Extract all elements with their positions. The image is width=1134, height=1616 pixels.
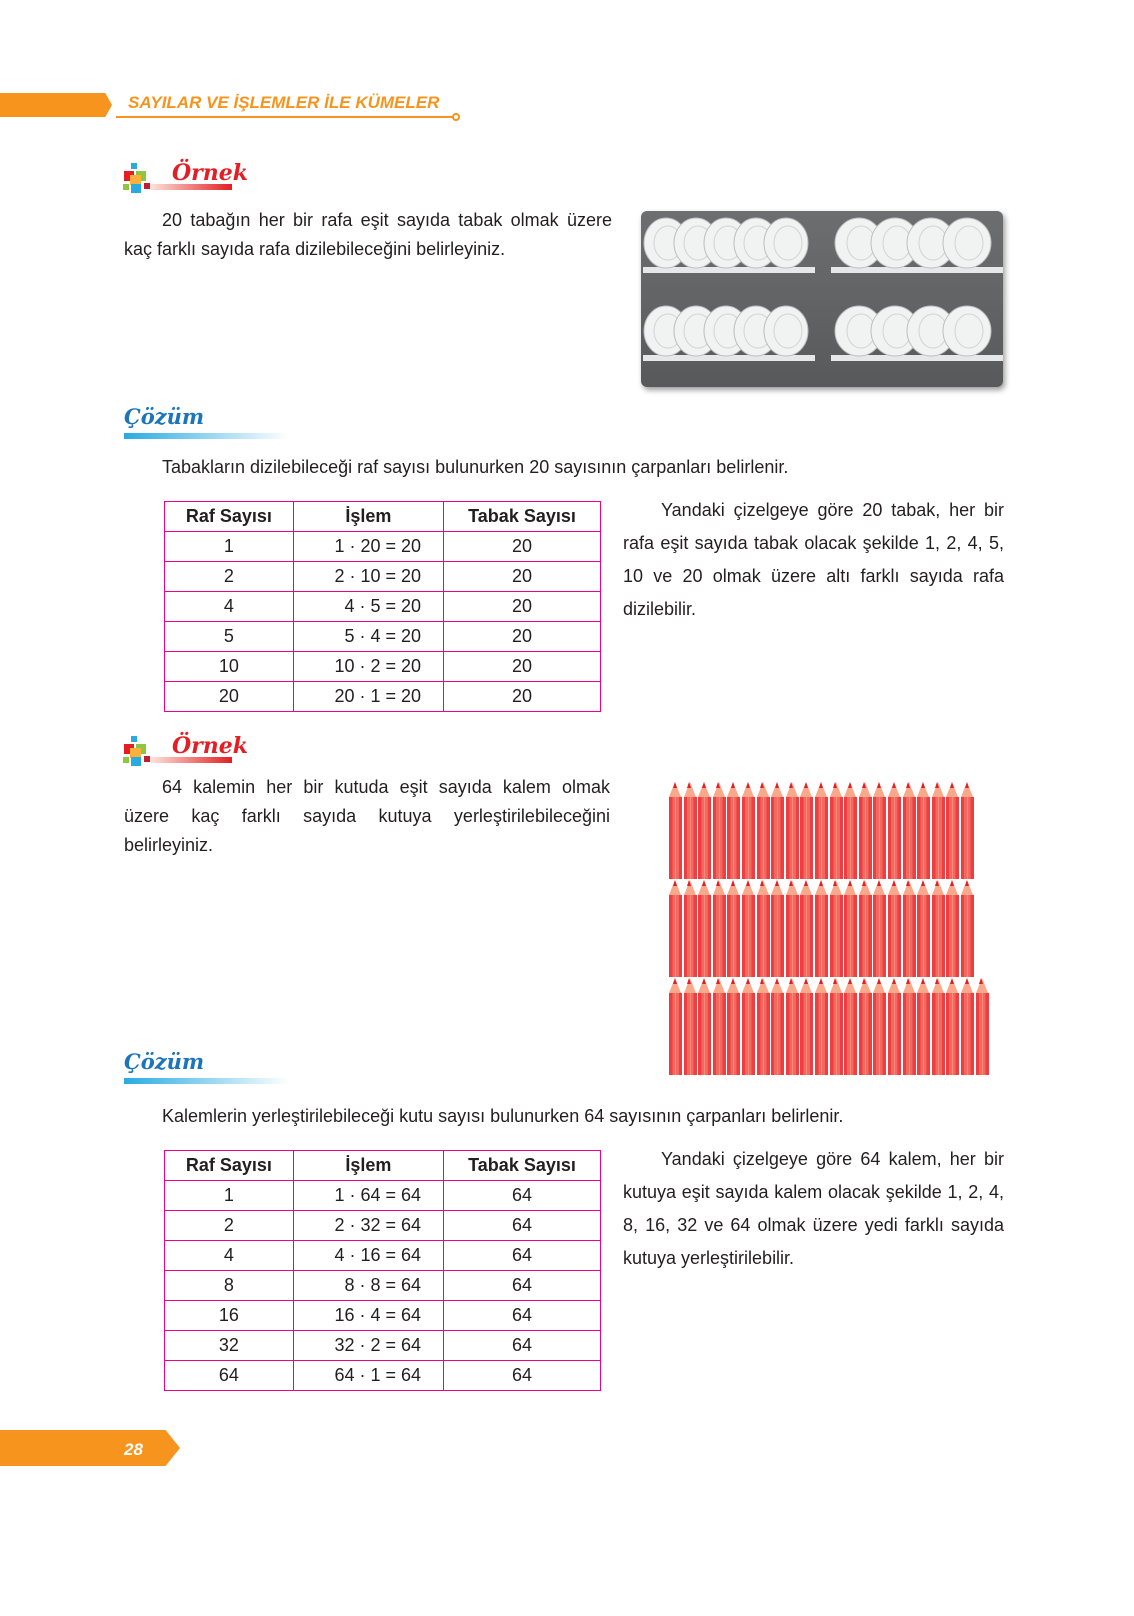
item-count-cell: 64 — [444, 1331, 601, 1361]
solution-intro: Kalemlerin yerleştirilebileceği kutu sayısı bulunurken 64 sayısının çarpanları belirlenir. — [162, 1106, 844, 1126]
pencil — [669, 880, 682, 977]
factor-table-20 — [164, 501, 601, 712]
plate — [764, 306, 808, 356]
row-count-cell: 1 — [165, 532, 294, 562]
solution-underline — [124, 1078, 289, 1084]
pencil — [830, 880, 843, 977]
table-row — [165, 532, 601, 562]
item-count-cell: 20 — [444, 682, 601, 712]
pencil — [757, 782, 770, 879]
row-count-cell: 10 — [165, 652, 294, 682]
pencil — [932, 880, 945, 977]
pencil — [859, 880, 872, 977]
pencil — [771, 880, 784, 977]
pencil — [946, 782, 959, 879]
column-header: Raf Sayısı — [165, 1151, 294, 1181]
plate — [943, 218, 991, 268]
item-count-cell: 64 — [444, 1361, 601, 1391]
pencil — [684, 880, 697, 977]
table-row — [165, 682, 601, 712]
pencil — [698, 978, 711, 1075]
pencil — [786, 880, 799, 977]
header-dot — [452, 113, 460, 121]
pencil — [888, 880, 901, 977]
pencil — [917, 978, 930, 1075]
pencil — [844, 978, 857, 1075]
item-count-cell: 64 — [444, 1301, 601, 1331]
operation-cell: 4 · 5 = 20 — [293, 592, 443, 622]
operation-cell: 16 · 4 = 64 — [293, 1301, 443, 1331]
pencil — [961, 880, 974, 977]
pencil — [727, 978, 740, 1075]
pencil — [713, 978, 726, 1075]
pencil — [873, 978, 886, 1075]
pencil — [844, 782, 857, 879]
row-count-cell: 20 — [165, 682, 294, 712]
factor-table-64 — [164, 1150, 601, 1391]
solution-conclusion: Yandaki çizelgeye göre 20 tabak, her bir rafa eşit sayıda tabak olacak şekilde 1, 2, 4, 5, 10 ve 20 olmak üzere altı farklı sayıda rafa dizilebilir. — [623, 500, 1004, 619]
pencil — [727, 782, 740, 879]
table-row — [165, 1301, 601, 1331]
chapter-title: SAYILAR VE İŞLEMLER İLE KÜMELER — [128, 93, 440, 112]
pencil — [713, 782, 726, 879]
page-number-tab — [0, 1430, 180, 1466]
pencil — [669, 782, 682, 879]
pencil — [757, 978, 770, 1075]
pencil — [946, 978, 959, 1075]
operation-cell: 2 · 10 = 20 — [293, 562, 443, 592]
row-count-cell: 5 — [165, 622, 294, 652]
plate — [943, 306, 991, 356]
pencil — [844, 880, 857, 977]
pencil — [888, 782, 901, 879]
item-count-cell: 64 — [444, 1181, 601, 1211]
solution-label: Çözüm — [124, 1049, 205, 1074]
row-count-cell: 32 — [165, 1331, 294, 1361]
plate — [764, 218, 808, 268]
item-count-cell: 64 — [444, 1271, 601, 1301]
table-row — [165, 1241, 601, 1271]
pencil — [873, 880, 886, 977]
row-count-cell: 2 — [165, 562, 294, 592]
pencil — [742, 782, 755, 879]
pencil — [757, 880, 770, 977]
row-count-cell: 4 — [165, 1241, 294, 1271]
pencil — [932, 978, 945, 1075]
operation-cell: 20 · 1 = 20 — [293, 682, 443, 712]
pencil — [961, 978, 974, 1075]
table-row — [165, 1181, 601, 1211]
table-row — [165, 1211, 601, 1241]
operation-cell: 10 · 2 = 20 — [293, 652, 443, 682]
pencil — [742, 978, 755, 1075]
solution-label: Çözüm — [124, 404, 205, 429]
example-text: 20 tabağın her bir rafa eşit sayıda tabak olmak üzere kaç farklı sayıda rafa dizilebileceğini belirleyiniz. — [124, 210, 612, 259]
example-text: 64 kalemin her bir kutuda eşit sayıda kalem olmak üzere kaç farklı sayıda kutuya yerleştirilebileceğini belirleyiniz. — [124, 777, 610, 855]
row-count-cell: 2 — [165, 1211, 294, 1241]
item-count-cell: 20 — [444, 562, 601, 592]
pencil — [800, 782, 813, 879]
row-count-cell: 4 — [165, 592, 294, 622]
item-count-cell: 64 — [444, 1211, 601, 1241]
pencil — [800, 978, 813, 1075]
pencil — [815, 978, 828, 1075]
plates-on-shelves-image — [641, 211, 1003, 387]
table-row — [165, 1361, 601, 1391]
table-row — [165, 592, 601, 622]
item-count-cell: 20 — [444, 532, 601, 562]
operation-cell: 8 · 8 = 64 — [293, 1271, 443, 1301]
pencil — [888, 978, 901, 1075]
pencil — [669, 978, 682, 1075]
operation-cell: 1 · 20 = 20 — [293, 532, 443, 562]
pencil — [903, 978, 916, 1075]
table-row — [165, 1331, 601, 1361]
item-count-cell: 20 — [444, 652, 601, 682]
operation-cell: 4 · 16 = 64 — [293, 1241, 443, 1271]
example-label: Örnek — [172, 733, 248, 759]
table-row — [165, 622, 601, 652]
pencils-image — [669, 782, 999, 1074]
pencil — [932, 782, 945, 879]
pencil — [917, 880, 930, 977]
pencil — [684, 782, 697, 879]
item-count-cell: 20 — [444, 592, 601, 622]
pencil — [698, 782, 711, 879]
pencil — [961, 782, 974, 879]
pencil — [771, 978, 784, 1075]
pencil — [903, 880, 916, 977]
pencil — [976, 978, 989, 1075]
pencil — [684, 978, 697, 1075]
pencil — [830, 978, 843, 1075]
column-header: İşlem — [293, 502, 443, 532]
row-count-cell: 16 — [165, 1301, 294, 1331]
table-row — [165, 652, 601, 682]
header-bar — [0, 93, 112, 117]
solution-underline — [124, 433, 289, 439]
pencil — [830, 782, 843, 879]
pencil — [771, 782, 784, 879]
operation-cell: 2 · 32 = 64 — [293, 1211, 443, 1241]
solution-conclusion: Yandaki çizelgeye göre 64 kalem, her bir kutuya eşit sayıda kalem olacak şekilde 1, 2, 4, 8, 16, 32 ve 64 olmak üzere yedi farklı sayıda kutuya yerleştirilebilir. — [623, 1149, 1004, 1268]
column-header: Raf Sayısı — [165, 502, 294, 532]
pencil — [786, 978, 799, 1075]
example-label: Örnek — [172, 160, 248, 186]
column-header: Tabak Sayısı — [444, 502, 601, 532]
pencil — [742, 880, 755, 977]
item-count-cell: 20 — [444, 622, 601, 652]
column-header: İşlem — [293, 1151, 443, 1181]
solution-intro: Tabakların dizilebileceği raf sayısı bulunurken 20 sayısının çarpanları belirlenir. — [162, 457, 789, 477]
pencil — [859, 978, 872, 1075]
row-count-cell: 64 — [165, 1361, 294, 1391]
table-row — [165, 562, 601, 592]
pencil — [786, 782, 799, 879]
page-number: 28 — [124, 1440, 143, 1459]
pencil — [713, 880, 726, 977]
pencil — [800, 880, 813, 977]
pencil — [698, 880, 711, 977]
row-count-cell: 1 — [165, 1181, 294, 1211]
operation-cell: 32 · 2 = 64 — [293, 1331, 443, 1361]
pencil — [946, 880, 959, 977]
item-count-cell: 64 — [444, 1241, 601, 1271]
pencil — [727, 880, 740, 977]
header-line — [116, 116, 456, 118]
pencil — [815, 782, 828, 879]
column-header: Tabak Sayısı — [444, 1151, 601, 1181]
pencil — [873, 782, 886, 879]
operation-cell: 64 · 1 = 64 — [293, 1361, 443, 1391]
operation-cell: 5 · 4 = 20 — [293, 622, 443, 652]
pencil — [815, 880, 828, 977]
pencil — [917, 782, 930, 879]
operation-cell: 1 · 64 = 64 — [293, 1181, 443, 1211]
pencil — [903, 782, 916, 879]
table-row — [165, 1271, 601, 1301]
row-count-cell: 8 — [165, 1271, 294, 1301]
pencil — [859, 782, 872, 879]
